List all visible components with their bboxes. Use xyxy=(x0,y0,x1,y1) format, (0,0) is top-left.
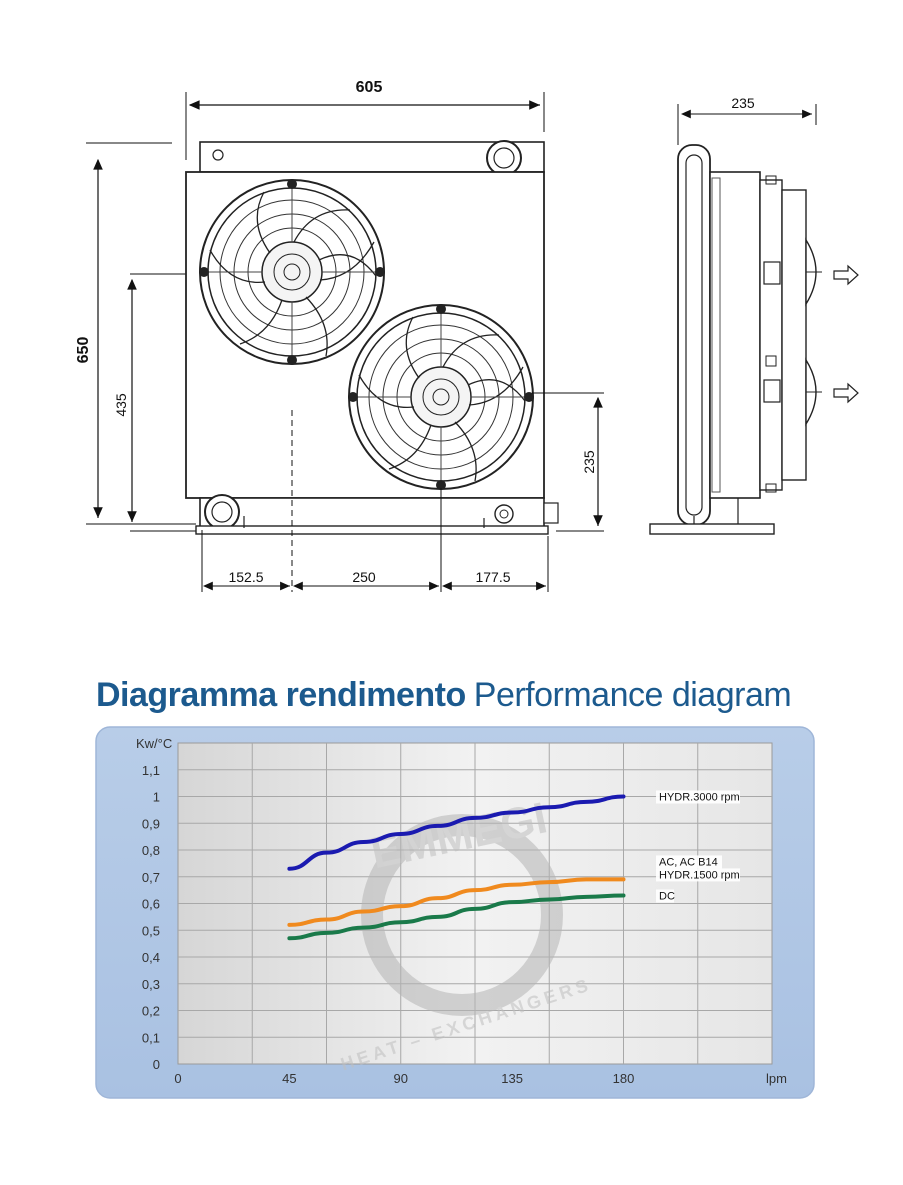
heading-italian: Diagramma rendimento xyxy=(96,676,466,714)
dim-fan2-axis: 235 xyxy=(581,450,597,474)
y-tick-label: 0 xyxy=(152,1057,160,1072)
series-label: AC, AC B14 xyxy=(659,856,718,869)
watermark-brand: EMMEGI xyxy=(366,793,552,879)
dim-depth: 235 xyxy=(731,95,755,111)
x-tick-label: 135 xyxy=(501,1071,523,1086)
y-tick-label: 0,7 xyxy=(141,869,160,885)
heading-english: Performance diagram xyxy=(473,676,792,714)
x-tick-label: 45 xyxy=(282,1071,297,1086)
dim-fan-spacing: 250 xyxy=(352,569,376,585)
x-axis-unit: lpm xyxy=(766,1071,787,1086)
y-tick-label: 0,3 xyxy=(141,976,160,992)
dim-width: 605 xyxy=(355,79,383,96)
series-label: DC xyxy=(659,890,675,903)
dim-offset-right: 177.5 xyxy=(475,569,511,585)
y-tick-label: 0,5 xyxy=(141,923,160,939)
x-tick-label: 180 xyxy=(612,1071,635,1086)
y-tick-label: 0,1 xyxy=(141,1030,160,1046)
y-tick-label: 0,9 xyxy=(141,816,160,832)
y-tick-label: 1 xyxy=(152,789,160,805)
series-label: HYDR.1500 rpm xyxy=(659,869,740,882)
dim-height: 650 xyxy=(75,336,92,364)
watermark-tagline: HEAT – EXCHANGERS xyxy=(338,974,595,1075)
y-tick-label: 0,2 xyxy=(141,1003,160,1019)
y-tick-label: 0,6 xyxy=(141,896,160,912)
y-tick-label: 0,8 xyxy=(141,843,160,858)
y-axis-unit: Kw/°C xyxy=(136,736,173,751)
y-tick-label: 1,1 xyxy=(141,762,160,778)
x-tick-label: 90 xyxy=(393,1071,408,1086)
series-label: HYDR.3000 rpm xyxy=(659,791,740,804)
x-tick-label: 0 xyxy=(174,1071,182,1086)
dim-offset-left: 152.5 xyxy=(228,569,264,585)
dim-fan1-axis: 435 xyxy=(113,393,129,417)
y-tick-label: 0,4 xyxy=(141,950,160,965)
